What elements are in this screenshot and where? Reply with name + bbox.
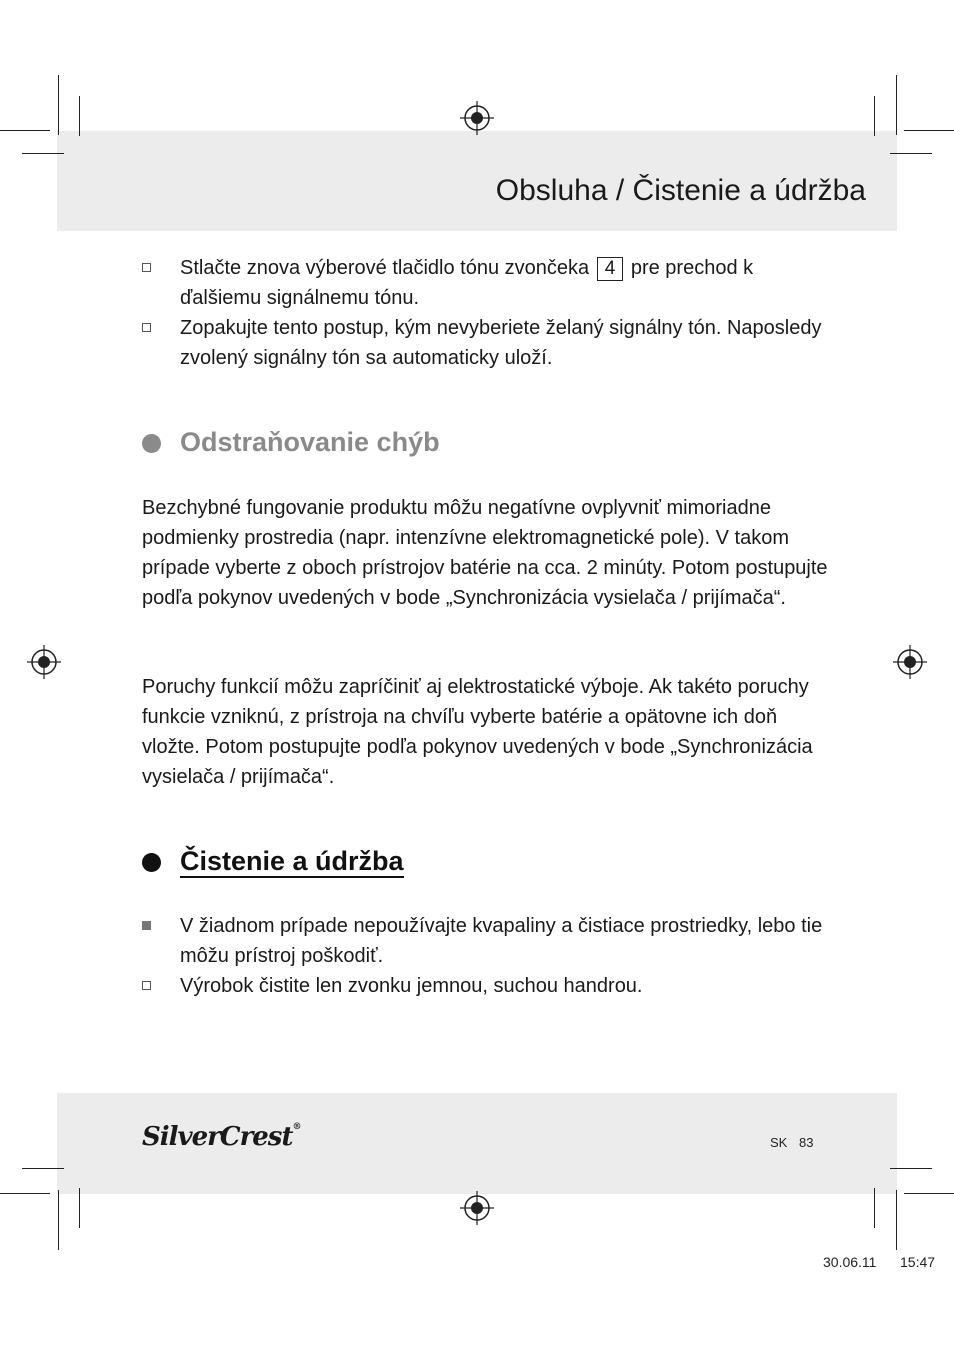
crop-mark xyxy=(22,153,64,154)
crop-mark xyxy=(896,75,897,135)
instruction-step xyxy=(142,313,832,373)
crop-mark xyxy=(79,1188,80,1228)
reference-number: 4 xyxy=(597,257,624,281)
crop-mark xyxy=(874,1188,875,1228)
crop-mark xyxy=(0,1193,50,1194)
language-code: SK xyxy=(770,1135,788,1150)
crop-mark xyxy=(22,1168,64,1169)
step-text: Výrobok čistite len zvonku jemnou, suchou handrou. xyxy=(180,975,643,997)
print-time: 15:47 xyxy=(900,1254,936,1270)
crop-mark xyxy=(904,130,954,131)
registration-mark-icon xyxy=(460,1191,494,1225)
page-number: 83 xyxy=(799,1135,814,1150)
page-title: Obsluha / Čistenie a údržba xyxy=(495,174,866,207)
print-date: 30.06.11 xyxy=(823,1254,877,1270)
brand-logo: SilverCrest® xyxy=(142,1122,301,1152)
section-heading-troubleshooting: Odstraňovanie chýb xyxy=(142,427,440,458)
crop-mark xyxy=(896,1190,897,1250)
checkbox-bullet-icon xyxy=(142,263,151,272)
crop-mark xyxy=(904,1193,954,1194)
warning-text: V žiadnom prípade nepoužívajte kvapaliny a čistiace prostriedky, lebo tie môžu prístroj poškodiť. xyxy=(180,915,823,967)
instruction-step xyxy=(142,253,832,313)
registration-mark-icon xyxy=(27,645,61,679)
checkbox-bullet-icon xyxy=(142,981,151,990)
step-text: Stlačte znova výberové tlačidlo tónu zvončeka 4 pre prechod k ďalšiemu signálnemu tónu. xyxy=(180,257,754,309)
troubleshooting-paragraph-2: Poruchy funkcií môžu zapríčiniť aj elektrostatické výboje. Ak takéto poruchy funkcie vzniknú, z prístroja na chvíľu vyberte batérie a opätovne ich doň vložte. Potom postupujte podľa pokynov uvedených v bode „Synchronizácia vysielača / prijímača“. xyxy=(142,676,813,788)
crop-mark xyxy=(874,96,875,136)
registration-mark-icon xyxy=(893,645,927,679)
section-heading-cleaning: Čistenie a údržba xyxy=(142,846,404,878)
checkbox-bullet-icon xyxy=(142,323,151,332)
crop-mark xyxy=(890,1168,932,1169)
warning-bullet-icon xyxy=(142,921,151,930)
registration-mark-icon xyxy=(460,101,494,135)
bullet-dot-icon xyxy=(142,434,161,453)
crop-mark xyxy=(890,153,932,154)
step-text: Zopakujte tento postup, kým nevyberiete želaný signálny tón. Naposledy zvolený signálny tón sa automaticky uloží. xyxy=(180,317,822,369)
bullet-dot-icon xyxy=(142,853,161,872)
crop-mark xyxy=(58,75,59,135)
troubleshooting-paragraph-1: Bezchybné fungovanie produktu môžu negatívne ovplyvniť mimoriadne podmienky prostredia (napr. intenzívne elektromagnetické pole). V takom prípade vyberte z oboch prístrojov batérie na cca. 2 minúty. Potom postupujte podľa pokynov uvedených v bode „Synchronizácia vysielača / prijímača“. xyxy=(142,497,828,609)
crop-mark xyxy=(58,1190,59,1250)
crop-mark xyxy=(79,96,80,136)
instruction-step xyxy=(142,971,832,1001)
warning-item xyxy=(142,911,832,971)
crop-mark xyxy=(0,130,50,131)
